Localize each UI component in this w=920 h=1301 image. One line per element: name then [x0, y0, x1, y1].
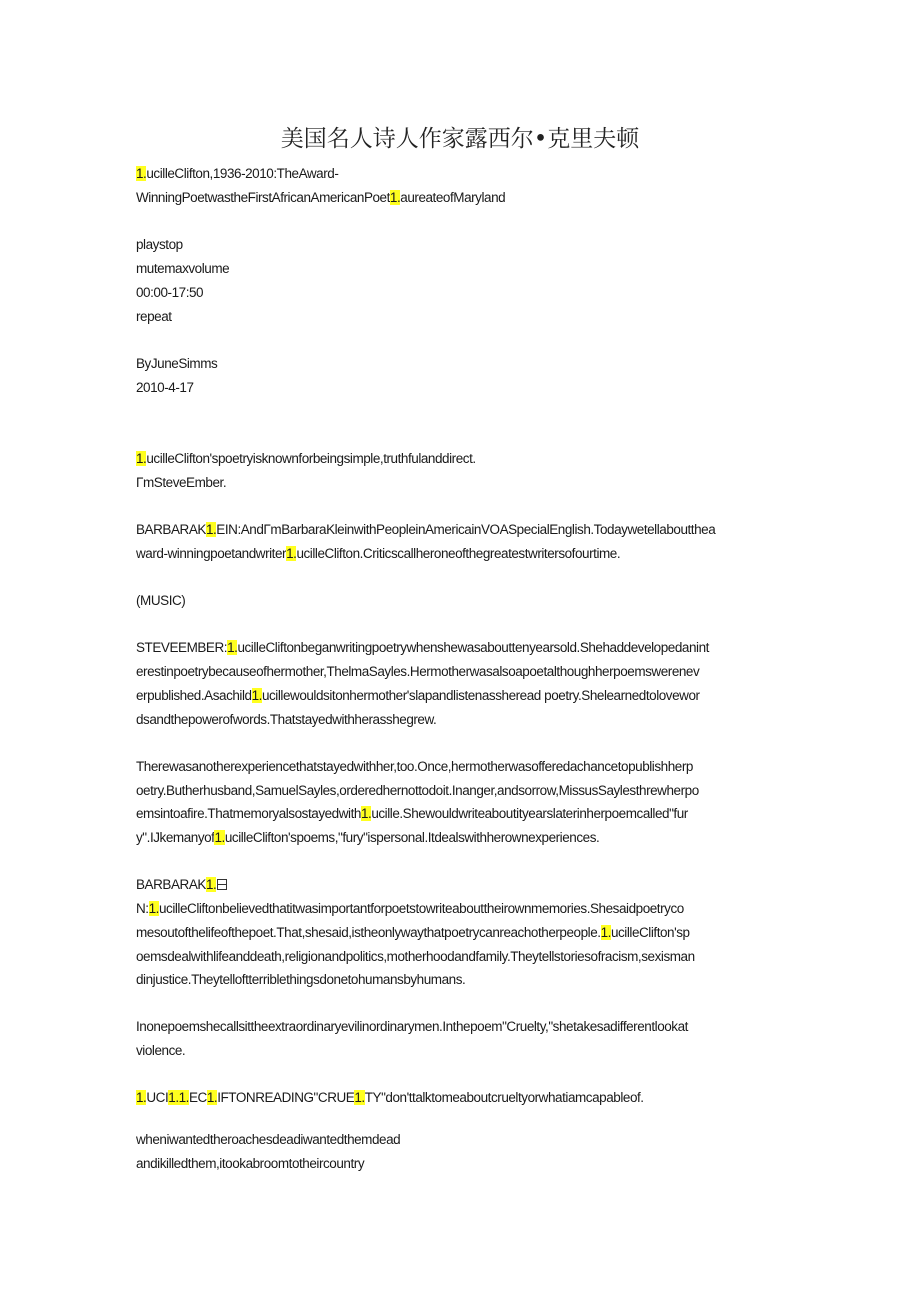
paragraph-text: ucilleCliftonbelievedthatitwasimportantforpoetstowriteabouttheirownmemories.Shesaidpoetryco	[158, 901, 684, 916]
highlight-mark: 1.	[178, 1090, 189, 1105]
paragraph-line: erestinpoetrybecauseofhermother,ThelmaSayles.Hermotherwasalsoapoetalthoughherpoemswerenev	[136, 664, 700, 679]
paragraph-line: ΓmSteveEmber.	[136, 475, 227, 490]
highlight-mark: 1.	[251, 688, 262, 703]
paragraph-text: ucilleClifton.Criticscallheroneofthegreatestwritersofourtime.	[296, 546, 621, 561]
paragraph-text: ucille.Shewouldwriteaboutityearslaterinherpoemcalled"fur	[371, 806, 688, 821]
missing-glyph-box-icon	[217, 879, 227, 890]
paragraph-text: ucilleClifton'sp	[610, 925, 690, 940]
headline-text: WinningPoetwastheFirstAfricanAmericanPoet	[136, 190, 390, 205]
paragraph-line: Therewasanotherexperiencethatstayedwithher,too.Once,hermotherwasofferedachancetopublishherp	[136, 759, 693, 774]
page-title: 美国名人诗人作家露西尔•克里夫顿	[280, 126, 640, 152]
paragraph-text: BARBARAK	[136, 877, 206, 892]
paragraph-line	[136, 636, 786, 660]
paragraph-text: STEVEEMBER:	[136, 640, 228, 655]
highlight-mark: 1.	[354, 1090, 365, 1105]
headline-text: aureateofMaryland	[400, 190, 506, 205]
highlight-mark: 1.	[136, 1090, 147, 1105]
paragraph-line	[136, 873, 786, 897]
headline-text: ucilleClifton,1936-2010:TheAward-	[146, 166, 339, 181]
article-headline-line-1	[136, 162, 786, 186]
paragraph-line	[136, 447, 786, 471]
paragraph-text: ucilleClifton'spoems,"fury"ispersonal.Itdealswithherownexperiences.	[224, 830, 600, 845]
paragraph-text: BARBARAK	[136, 522, 206, 537]
player-time: 00:00-17:50	[136, 285, 204, 300]
paragraph-text: ucilleClifton'spoetryisknownforbeingsimple,truthfulanddirect.	[146, 451, 476, 466]
paragraph-text: erpublished.Asachild	[136, 688, 252, 703]
highlight-mark: 1.	[214, 830, 225, 845]
highlight-mark: 1.	[206, 1090, 218, 1105]
music-cue: (MUSIC)	[136, 593, 186, 608]
paragraph-line: oetry.Butherhusband,SamuelSayles,orderedhernottodoit.Inanger,andsorrow,MissusSaylesthrewherpo	[136, 783, 699, 798]
paragraph-line: dinjustice.Theytelloftterriblethingsdonetohumansbyhumans.	[136, 972, 466, 987]
poem-line: wheniwantedtheroachesdeadiwantedthemdead	[136, 1132, 401, 1147]
paragraph-text: emsintoafire.Thatmemoryalsostayedwith	[136, 806, 361, 821]
paragraph-line: Inonepoemshecallsittheextraordinaryevilinordinarymen.Inthepoem"Cruelty,"shetakesadifferentlookat	[136, 1019, 688, 1034]
paragraph-line	[136, 802, 786, 826]
paragraph-line	[136, 684, 786, 708]
paragraph-text: IFTONREADING"CRUE	[217, 1090, 355, 1105]
paragraph-text: N:	[136, 901, 149, 916]
paragraph-text: ucillewouldsitonhermother'slapandlistenassheread poetry.Shelearnedtolovewor	[261, 688, 700, 703]
player-repeat: repeat	[136, 309, 172, 324]
poem-line: andikilledthem,itookabroomtotheircountry	[136, 1156, 365, 1171]
paragraph-line	[136, 542, 786, 566]
paragraph-text: ucilleCliftonbeganwritingpoetrywhenshewasabouttenyearsold.Shehaddevelopedanint	[237, 640, 709, 655]
paragraph-line	[136, 518, 786, 542]
paragraph-line: dsandthepowerofwords.Thatstayedwithherasshegrew.	[136, 712, 437, 727]
paragraph-line: oemsdealwithlifeanddeath,religionandpolitics,motherhoodandfamily.Theytellstoriesofracism,sexisman	[136, 949, 695, 964]
byline-author: ByJuneSimms	[136, 356, 218, 371]
highlight-mark: 1.	[136, 451, 147, 466]
highlight-mark: 1.	[286, 546, 297, 561]
highlight-mark: 1.	[205, 522, 217, 537]
highlight-mark: 1.	[360, 806, 372, 821]
article-headline-line-2	[136, 186, 786, 210]
paragraph-text: y".IJkemanyof	[136, 830, 215, 845]
paragraph-text: ward-winningpoetandwriter	[136, 546, 287, 561]
paragraph-line	[136, 897, 786, 921]
paragraph-line	[136, 921, 786, 945]
paragraph-text: EIN:AndΓmBarbaraKleinwithPeopleinAmericainVOASpecialEnglish.Todaywetellaboutthea	[216, 522, 716, 537]
highlight-mark: 1.	[389, 190, 401, 205]
paragraph-line: violence.	[136, 1043, 186, 1058]
player-controls-play-stop: playstop	[136, 237, 183, 252]
highlight-mark: 1.	[168, 1090, 179, 1105]
paragraph-text: TY"don'ttalktomeaboutcrueltyorwhatiamcapableof.	[364, 1090, 644, 1105]
paragraph-text: UCI	[146, 1090, 169, 1105]
paragraph-line	[136, 826, 786, 850]
byline-date: 2010-4-17	[136, 380, 194, 395]
highlight-mark: 1.	[148, 901, 159, 916]
highlight-mark: 1.	[227, 640, 238, 655]
highlight-mark: 1.	[205, 877, 217, 892]
highlight-mark: 1.	[600, 925, 611, 940]
paragraph-line	[136, 1086, 786, 1110]
paragraph-text: EC	[188, 1090, 207, 1105]
paragraph-text: mesoutofthelifeofthepoet.That,shesaid,istheonlywaythatpoetrycanreachotherpeople.	[136, 925, 601, 940]
player-controls-volume: mutemaxvolume	[136, 261, 230, 276]
highlight-mark: 1.	[136, 166, 147, 181]
